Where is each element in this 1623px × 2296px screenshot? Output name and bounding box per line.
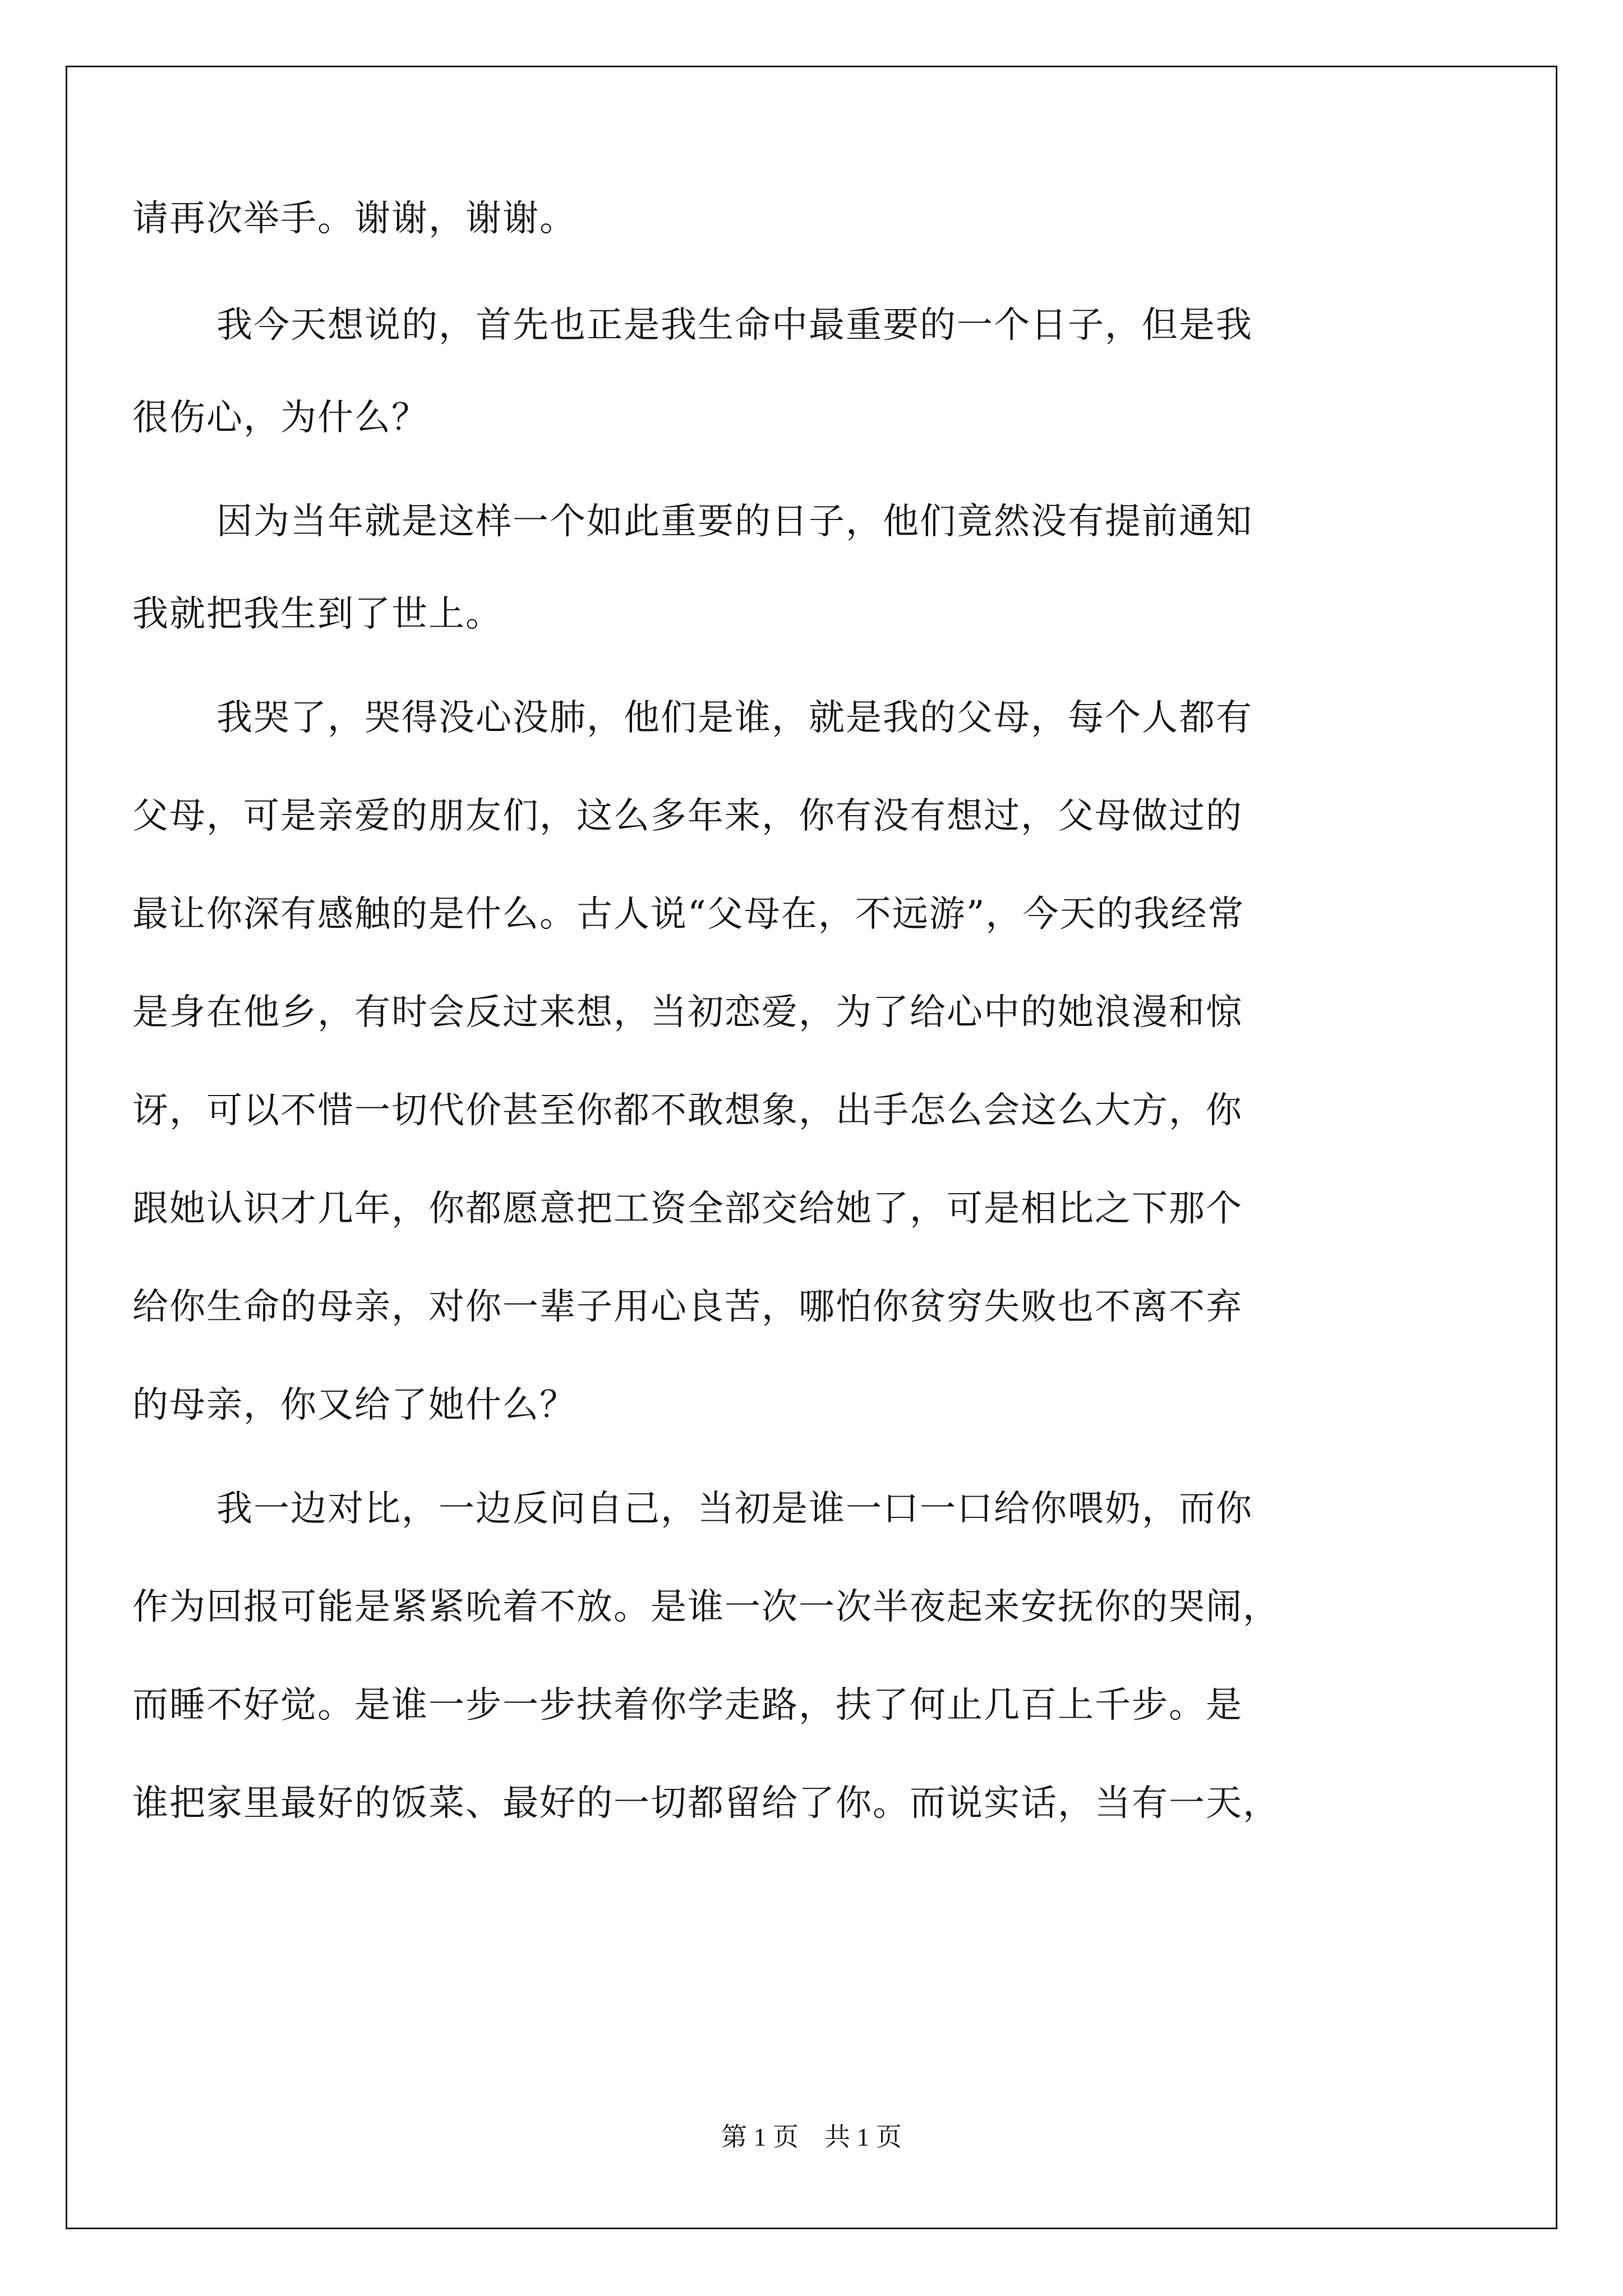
text-line: 父母，可是亲爱的朋友们，这么多年来，你有没有想过，父母做过的	[132, 795, 1243, 837]
text-line: 最让你深有感触的是什么。古人说“父母在，不远游”，今天的我经常	[132, 894, 1245, 935]
text-line: 很伤心，为什么？	[132, 397, 428, 439]
text-line: 作为回报可能是紧紧吮着不放。是谁一次一次半夜起来安抚你的哭闹，	[132, 1586, 1280, 1628]
text-line: 是身在他乡，有时会反过来想，当初恋爱，为了给心中的她浪漫和惊	[132, 992, 1243, 1033]
text-line: 我就把我生到了世上。	[132, 593, 502, 635]
text-line: 因为当年就是这样一个如此重要的日子，他们竟然没有提前通知	[216, 501, 1253, 542]
text-line: 的母亲，你又给了她什么？	[132, 1384, 577, 1426]
text-line: 我今天想说的，首先也正是我生命中最重要的一个日子，但是我	[216, 305, 1253, 346]
text-line: 讶，可以不惜一切代价甚至你都不敢想象，出手怎么会这么大方，你	[132, 1090, 1243, 1131]
page-footer: 第 1 页 共 1 页	[721, 2123, 902, 2151]
text-line: 给你生命的母亲，对你一辈子用心良苦，哪怕你贫穷失败也不离不弃	[132, 1286, 1243, 1328]
text-line: 我哭了，哭得没心没肺，他们是谁，就是我的父母，每个人都有	[216, 697, 1253, 739]
text-line: 跟她认识才几年，你都愿意把工资全部交给她了，可是相比之下那个	[132, 1188, 1243, 1230]
text-line: 请再次举手。谢谢，谢谢。	[132, 198, 577, 240]
text-line: 我一边对比，一边反问自己，当初是谁一口一口给你喂奶，而你	[216, 1488, 1253, 1530]
text-line: 而睡不好觉。是谁一步一步扶着你学走路，扶了何止几百上千步。是	[132, 1685, 1243, 1726]
text-line: 谁把家里最好的饭菜、最好的一切都留给了你。而说实话，当有一天，	[132, 1783, 1280, 1824]
